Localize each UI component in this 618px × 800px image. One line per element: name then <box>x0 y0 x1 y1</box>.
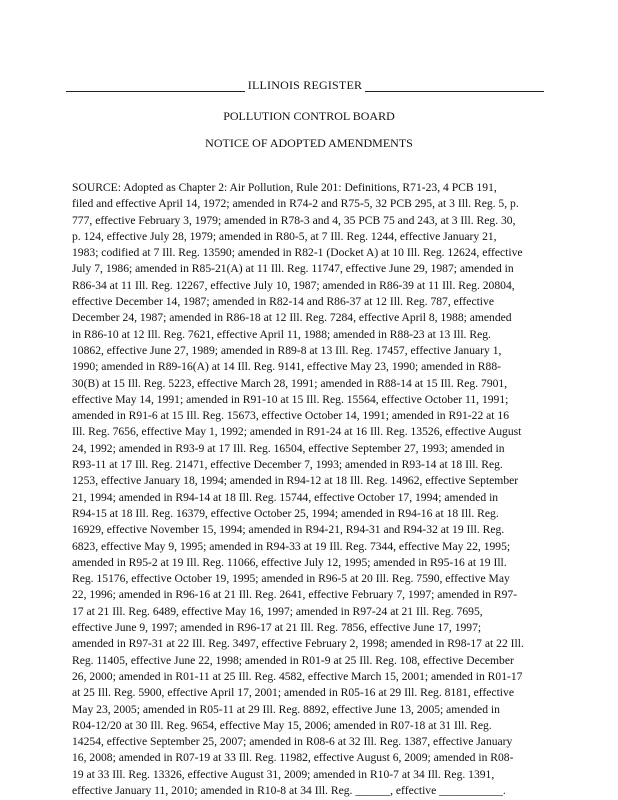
source-line: 10862, effective June 27, 1989; amended in R89-8 at 13 Ill. Reg. 17457, effective January 1, <box>72 343 502 357</box>
source-line: 17 at 21 Ill. Reg. 6489, effective May 16, 1997; amended in R97-24 at 21 Ill. Reg. 7695, <box>72 604 483 618</box>
source-line: R86-34 at 11 Ill. Reg. 12267, effective July 10, 1987; amended in R86-39 at 11 Ill. Reg. 20804, <box>72 278 515 292</box>
register-header <box>66 76 544 96</box>
source-line: effective May 14, 1991; amended in R91-10 at 15 Ill. Reg. 15564, effective October 11, 1991; <box>72 392 509 406</box>
source-line: effective December 14, 1987; amended in R82-14 and R86-37 at 12 Ill. Reg. 787, effective <box>72 295 494 309</box>
source-line: effective January 11, 2010; amended in R10-8 at 34 Ill. Reg. ______, effective ___________. <box>72 783 506 797</box>
source-line: effective June 9, 1997; amended in R96-17 at 21 Ill. Reg. 7856, effective June 17, 1997; <box>72 621 482 635</box>
source-line: July 7, 1986; amended in R85-21(A) at 11 Ill. Reg. 11747, effective June 29, 1987; amended in <box>72 262 514 276</box>
source-line: 1253, effective January 18, 1994; amended in R94-12 at 18 Ill. Reg. 14962, effective September <box>72 474 519 488</box>
register-title: ILLINOIS REGISTER <box>245 77 365 93</box>
source-line: in R86-10 at 12 Ill. Reg. 7621, effective April 11, 1988; amended in R88-23 at 13 Ill. Reg. <box>72 327 491 341</box>
source-line: 16929, effective November 15, 1994; amended in R94-21, R94-31 and R94-32 at 19 Ill. Reg. <box>72 523 505 537</box>
source-line: Reg. 11405, effective June 22, 1998; amended in R01-9 at 25 Ill. Reg. 108, effective December <box>72 653 514 667</box>
agency-name: POLLUTION CONTROL BOARD <box>223 109 395 123</box>
source-line: amended in R97-31 at 22 Ill. Reg. 3497, effective February 2, 1998; amended in R98-17 at 22 Ill. <box>72 637 524 651</box>
source-line: 777, effective February 3, 1979; amended in R78-3 and 4, 35 PCB 75 and 243, at 3 Ill. Reg. 30, <box>72 213 516 227</box>
source-line: 22, 1996; amended in R96-16 at 21 Ill. Reg. 2641, effective February 7, 1997; amended in R97- <box>72 588 518 602</box>
source-line: SOURCE: Adopted as Chapter 2: Air Pollution, Rule 201: Definitions, R71-23, 4 PCB 191, <box>72 181 497 194</box>
source-line: 6823, effective May 9, 1995; amended in R94-33 at 19 Ill. Reg. 7344, effective May 22, 1995; <box>72 539 511 553</box>
source-line: R04-12/20 at 30 Ill. Reg. 9654, effective May 15, 2006; amended in R07-18 at 31 Ill. Reg. <box>72 718 492 732</box>
source-line: R94-15 at 18 Ill. Reg. 16379, effective October 25, 1994; amended in R94-16 at 18 Ill. Reg. <box>72 506 499 520</box>
source-line: December 24, 1987; amended in R86-18 at 12 Ill. Reg. 7284, effective April 8, 1988; amended <box>72 311 512 325</box>
source-line: 1990; amended in R89-16(A) at 14 Ill. Reg. 9141, effective May 23, 1990; amended in R88- <box>72 360 501 374</box>
source-line: R93-11 at 17 Ill. Reg. 21471, effective December 7, 1993; amended in R93-14 at 18 Ill. Reg. <box>72 458 503 472</box>
source-line: 21, 1994; amended in R94-14 at 18 Ill. Reg. 15744, effective October 17, 1994; amended in <box>72 490 499 504</box>
source-line: 19 at 33 Ill. Reg. 13326, effective August 31, 2009; amended in R10-7 at 34 Ill. Reg. 1391, <box>72 767 495 781</box>
source-line: Reg. 15176, effective October 19, 1995; amended in R96-5 at 20 Ill. Reg. 7590, effective May <box>72 572 510 586</box>
source-line: filed and effective April 14, 1972; amended in R74-2 and R75-5, 32 PCB 295, at 3 Ill. Reg. 5, p. <box>72 197 519 211</box>
source-line: amended in R91-6 at 15 Ill. Reg. 15673, effective October 14, 1991; amended in R91-22 at 16 <box>72 409 510 423</box>
source-line: May 23, 2005; amended in R05-11 at 29 Ill. Reg. 8892, effective June 13, 2005; amended in <box>72 702 500 716</box>
source-line: 16, 2008; amended in R07-19 at 33 Ill. Reg. 11982, effective August 6, 2009; amended in R08- <box>72 751 514 765</box>
source-line: p. 124, effective July 28, 1979; amended in R80-5, at 7 Ill. Reg. 1244, effective January 21, <box>72 229 497 243</box>
source-line: 30(B) at 15 Ill. Reg. 5223, effective March 28, 1991; amended in R88-14 at 15 Ill. Reg. 7901, <box>72 376 508 390</box>
source-line: 14254, effective September 25, 2007; amended in R08-6 at 32 Ill. Reg. 1387, effective January <box>72 735 513 749</box>
source-line: 26, 2000; amended in R01-11 at 25 Ill. Reg. 4582, effective March 15, 2001; amended in R01-17 <box>72 669 523 683</box>
source-line: 1983; codified at 7 Ill. Reg. 13590; amended in R82-1 (Docket A) at 10 Ill. Reg. 12624, effective <box>72 246 523 260</box>
notice-title: NOTICE OF ADOPTED AMENDMENTS <box>205 136 413 150</box>
source-line: amended in R95-2 at 19 Ill. Reg. 11066, effective July 12, 1995; amended in R95-16 at 19 Ill. <box>72 555 507 569</box>
source-paragraph <box>72 180 544 799</box>
source-line: Ill. Reg. 7656, effective May 1, 1992; amended in R91-24 at 16 Ill. Reg. 13526, effective August <box>72 425 522 439</box>
source-line: 24, 1992; amended in R93-9 at 17 Ill. Reg. 16504, effective September 27, 1993; amended in <box>72 441 505 455</box>
source-line: at 25 Ill. Reg. 5900, effective April 17, 2001; amended in R05-16 at 29 Ill. Reg. 8181, effective <box>72 686 514 700</box>
